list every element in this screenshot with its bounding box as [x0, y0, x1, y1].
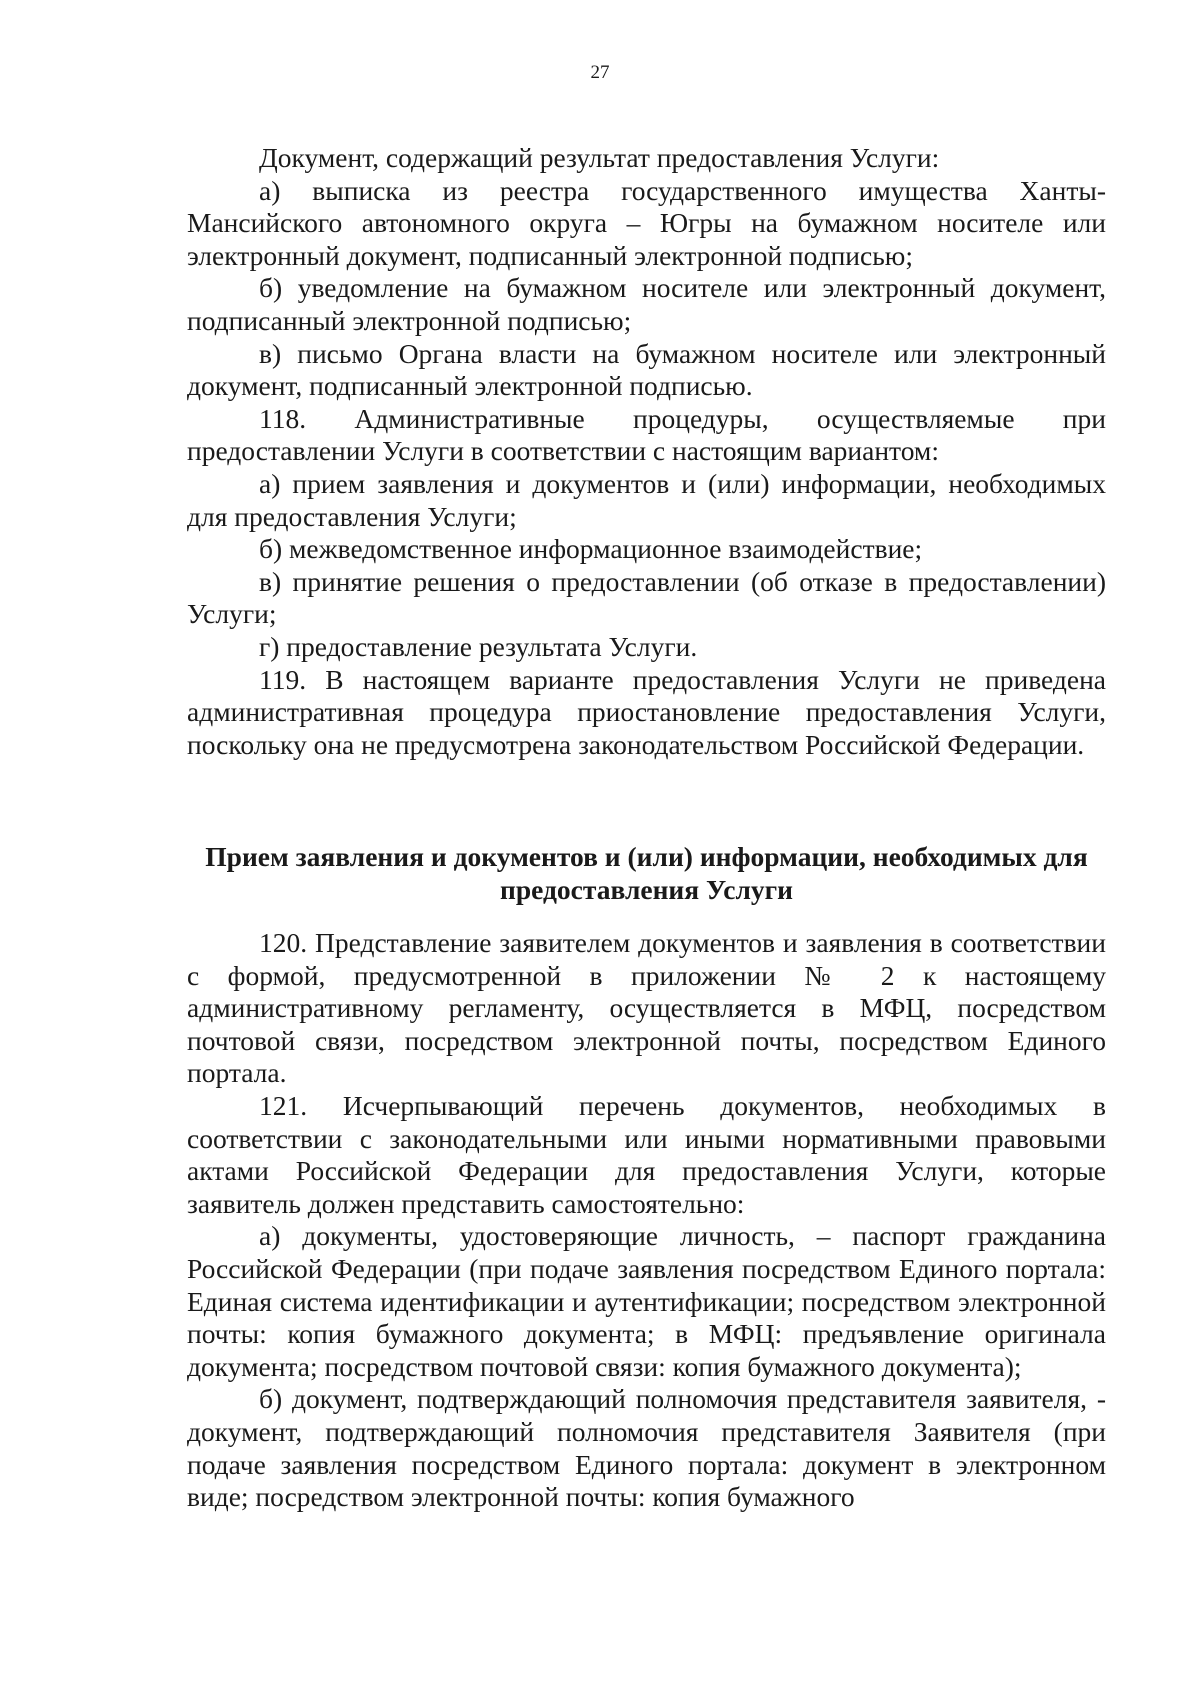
- intro-text-block: [187, 142, 1106, 761]
- section-body-text: [187, 927, 1106, 1514]
- section-heading-line-2: предоставления Услуги: [500, 874, 793, 905]
- page-number: 27: [590, 62, 610, 83]
- paragraph-result-a: а) выписка из реестра государственного имущества Ханты-Мансийского автономного округа – Югры на бумажном носителе или электронный документ, подписанный электронной подписью;: [187, 174, 1106, 271]
- paragraph-result-b: б) уведомление на бумажном носителе или электронный документ, подписанный электронной подписью;: [187, 272, 1106, 336]
- paragraph-result-c: в) письмо Органа власти на бумажном носителе или электронный документ, подписанный электронной подписью.: [187, 337, 1106, 402]
- section-heading: [187, 840, 1106, 906]
- paragraph-118-c: в) принятие решения о предоставлении (об отказе в предоставлении) Услуги;: [187, 565, 1106, 630]
- paragraph-118-a: а) прием заявления и документов и (или) информации, необходимых для предоставления Услуги;: [187, 467, 1106, 532]
- paragraph-121-b: б) документ, подтверждающий полномочия представителя заявителя, - документ, подтверждающий полномочия представителя Заявителя (при подаче заявления посредством Единого портала: документ в электронном виде; посредством электронной почты: копия бумажного: [187, 1383, 1106, 1513]
- paragraph-121: 121. Исчерпывающий перечень документов, необходимых в соответствии с законодательными или иными нормативными правовыми актами Российской Федерации для предоставления Услуги, которые заявитель должен представить самостоятельно:: [187, 1089, 1106, 1219]
- paragraph-120: 120. Представление заявителем документов и заявления в соответствии с формой, предусмотренной в приложении № 2 к настоящему административному регламенту, осуществляется в МФЦ, посредством почтовой связи, посредством электронной почты, посредством Единого портала.: [187, 927, 1106, 1089]
- paragraph-result-heading: Документ, содержащий результат предоставления Услуги:: [259, 142, 940, 173]
- paragraph-121-a: а) документы, удостоверяющие личность, – паспорт гражданина Российской Федерации (при подаче заявления посредством Единого портала: Единая система идентификации и аутентификации; посредством электронной почты: копия бумажного документа; в МФЦ: предъявление оригинала документа; посредством почтовой связи: копия бумажного документа);: [187, 1220, 1106, 1382]
- paragraph-118-b: б) межведомственное информационное взаимодействие;: [259, 533, 923, 565]
- paragraph-118: 118. Административные процедуры, осуществляемые при предоставлении Услуги в соответствии с настоящим вариантом:: [187, 402, 1106, 467]
- paragraph-118-d: г) предоставление результата Услуги.: [259, 630, 698, 662]
- paragraph-119: 119. В настоящем варианте предоставления Услуги не приведена административная процедура приостановление предоставления Услуги, поскольку она не предусмотрена законодательством Российской Федерации.: [187, 663, 1106, 760]
- section-heading-line-1: Прием заявления и документов и (или) информации, необходимых для: [205, 841, 1088, 872]
